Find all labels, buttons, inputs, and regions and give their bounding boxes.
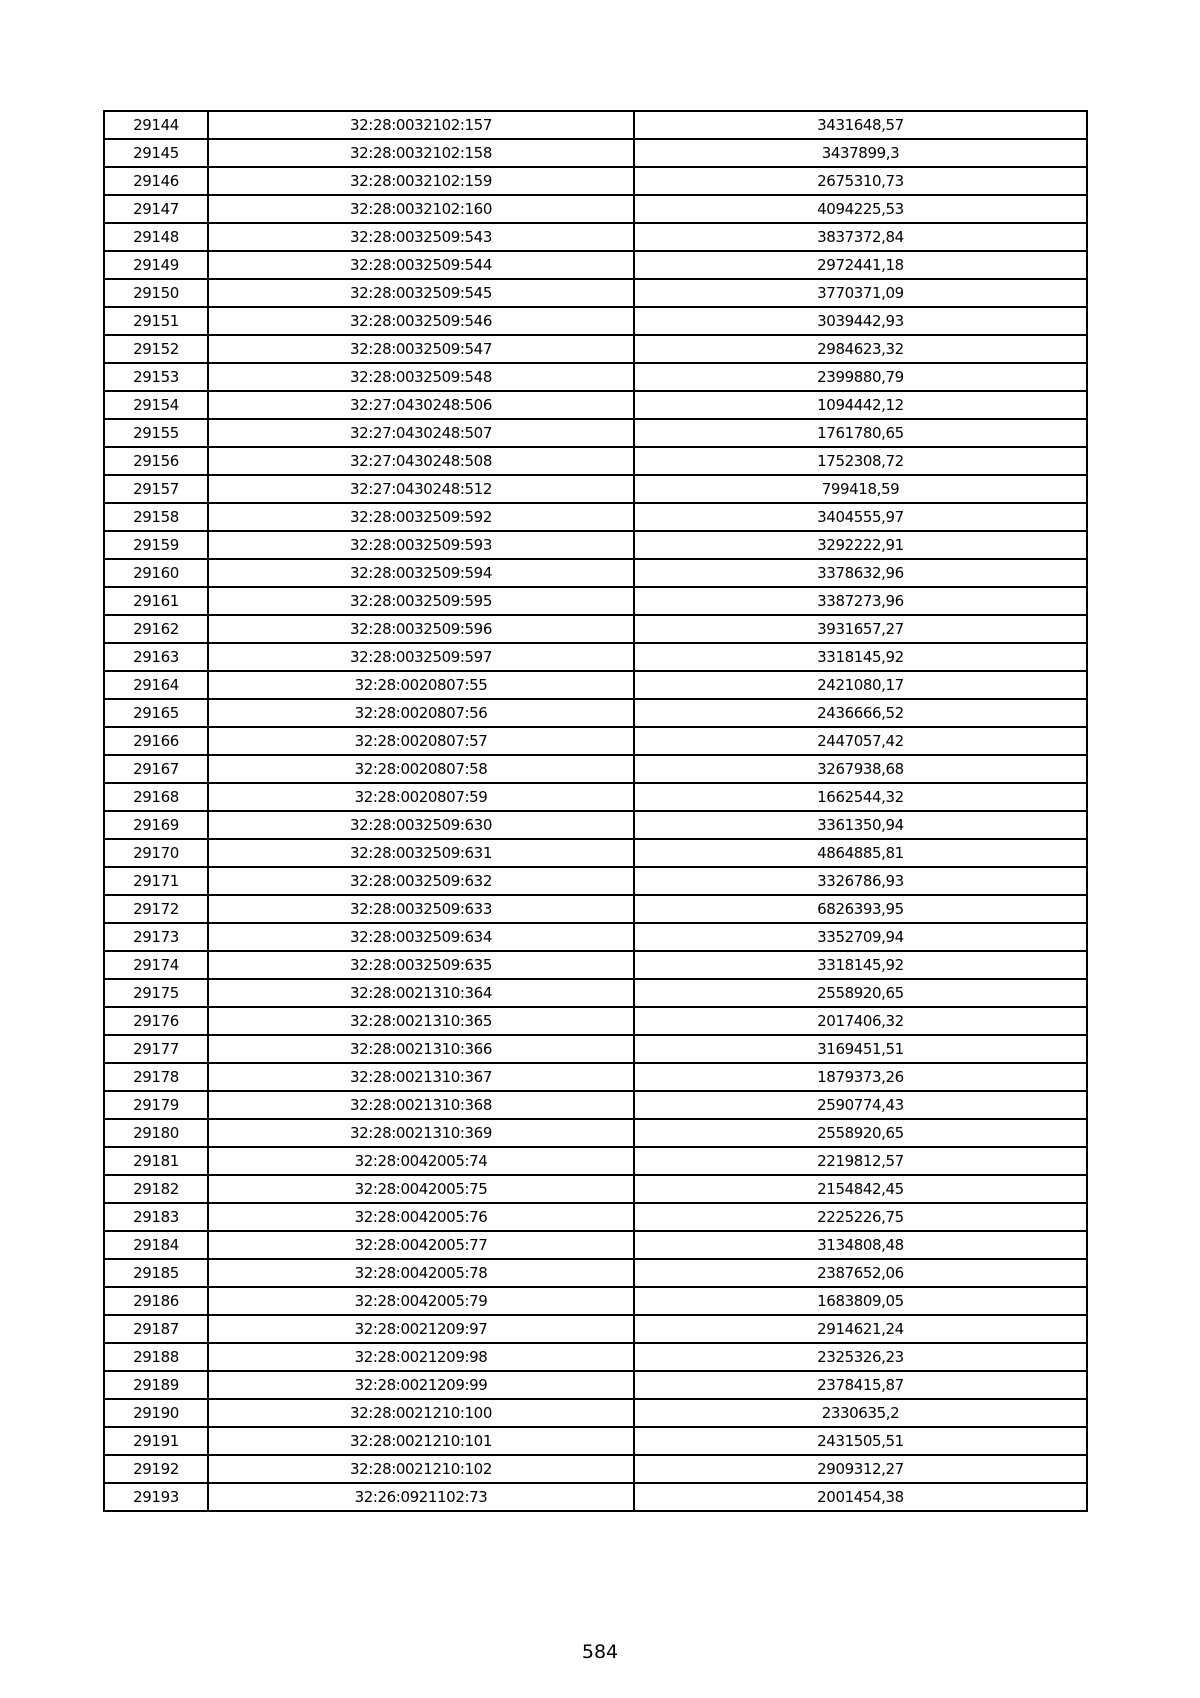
row-number-cell: 29187 <box>104 1315 208 1343</box>
value-cell: 2225226,75 <box>634 1203 1087 1231</box>
row-number-cell: 29156 <box>104 447 208 475</box>
row-number-cell: 29190 <box>104 1399 208 1427</box>
row-number-cell: 29191 <box>104 1427 208 1455</box>
cadastral-number-cell: 32:28:0032102:158 <box>208 139 634 167</box>
table-row <box>104 1007 1087 1035</box>
cadastral-number-cell: 32:28:0020807:56 <box>208 699 634 727</box>
cadastral-number-cell: 32:28:0032509:547 <box>208 335 634 363</box>
value-cell: 2154842,45 <box>634 1175 1087 1203</box>
row-number-cell: 29155 <box>104 419 208 447</box>
row-number-cell: 29184 <box>104 1231 208 1259</box>
cadastral-number-cell: 32:28:0021310:368 <box>208 1091 634 1119</box>
row-number-cell: 29193 <box>104 1483 208 1511</box>
row-number-cell: 29151 <box>104 307 208 335</box>
table-row <box>104 1287 1087 1315</box>
value-cell: 1094442,12 <box>634 391 1087 419</box>
row-number-cell: 29171 <box>104 867 208 895</box>
cadastral-number-cell: 32:28:0021209:98 <box>208 1343 634 1371</box>
cadastral-number-cell: 32:28:0032509:593 <box>208 531 634 559</box>
table-row <box>104 1091 1087 1119</box>
row-number-cell: 29165 <box>104 699 208 727</box>
value-cell: 4864885,81 <box>634 839 1087 867</box>
cadastral-number-cell: 32:28:0032102:157 <box>208 111 634 139</box>
row-number-cell: 29150 <box>104 279 208 307</box>
cadastral-number-cell: 32:28:0032509:597 <box>208 643 634 671</box>
value-cell: 2972441,18 <box>634 251 1087 279</box>
row-number-cell: 29181 <box>104 1147 208 1175</box>
table-row <box>104 363 1087 391</box>
cadastral-number-cell: 32:28:0020807:59 <box>208 783 634 811</box>
table-row <box>104 1231 1087 1259</box>
cadastral-number-cell: 32:28:0032102:159 <box>208 167 634 195</box>
value-cell: 3292222,91 <box>634 531 1087 559</box>
table-row <box>104 335 1087 363</box>
cadastral-number-cell: 32:28:0032509:595 <box>208 587 634 615</box>
cadastral-number-cell: 32:28:0032509:543 <box>208 223 634 251</box>
cadastral-number-cell: 32:28:0032509:635 <box>208 951 634 979</box>
value-cell: 2431505,51 <box>634 1427 1087 1455</box>
value-cell: 3318145,92 <box>634 951 1087 979</box>
cadastral-number-cell: 32:28:0032509:633 <box>208 895 634 923</box>
value-cell: 6826393,95 <box>634 895 1087 923</box>
row-number-cell: 29175 <box>104 979 208 1007</box>
cadastral-number-cell: 32:28:0021310:369 <box>208 1119 634 1147</box>
cadastral-number-cell: 32:28:0042005:76 <box>208 1203 634 1231</box>
row-number-cell: 29173 <box>104 923 208 951</box>
value-cell: 2219812,57 <box>634 1147 1087 1175</box>
row-number-cell: 29185 <box>104 1259 208 1287</box>
value-cell: 2558920,65 <box>634 1119 1087 1147</box>
value-cell: 2387652,06 <box>634 1259 1087 1287</box>
row-number-cell: 29192 <box>104 1455 208 1483</box>
row-number-cell: 29154 <box>104 391 208 419</box>
cadastral-number-cell: 32:28:0042005:74 <box>208 1147 634 1175</box>
cadastral-number-cell: 32:28:0032509:631 <box>208 839 634 867</box>
table-row <box>104 1175 1087 1203</box>
value-cell: 3169451,51 <box>634 1035 1087 1063</box>
cadastral-number-cell: 32:28:0020807:57 <box>208 727 634 755</box>
row-number-cell: 29179 <box>104 1091 208 1119</box>
cadastral-number-cell: 32:28:0021310:364 <box>208 979 634 1007</box>
value-cell: 3378632,96 <box>634 559 1087 587</box>
table-row <box>104 223 1087 251</box>
value-cell: 2421080,17 <box>634 671 1087 699</box>
value-cell: 1683809,05 <box>634 1287 1087 1315</box>
cadastral-number-cell: 32:28:0032509:544 <box>208 251 634 279</box>
table-row <box>104 979 1087 1007</box>
table-row <box>104 111 1087 139</box>
table-row <box>104 195 1087 223</box>
value-cell: 3387273,96 <box>634 587 1087 615</box>
row-number-cell: 29149 <box>104 251 208 279</box>
row-number-cell: 29188 <box>104 1343 208 1371</box>
row-number-cell: 29178 <box>104 1063 208 1091</box>
row-number-cell: 29186 <box>104 1287 208 1315</box>
cadastral-number-cell: 32:28:0032509:545 <box>208 279 634 307</box>
table-row <box>104 783 1087 811</box>
row-number-cell: 29163 <box>104 643 208 671</box>
table-row <box>104 1455 1087 1483</box>
row-number-cell: 29153 <box>104 363 208 391</box>
value-cell: 1879373,26 <box>634 1063 1087 1091</box>
value-cell: 2909312,27 <box>634 1455 1087 1483</box>
cadastral-number-cell: 32:28:0021210:100 <box>208 1399 634 1427</box>
value-cell: 3039442,93 <box>634 307 1087 335</box>
row-number-cell: 29174 <box>104 951 208 979</box>
cadastral-number-cell: 32:28:0042005:75 <box>208 1175 634 1203</box>
row-number-cell: 29157 <box>104 475 208 503</box>
cadastral-number-cell: 32:28:0021310:367 <box>208 1063 634 1091</box>
cadastral-value-table <box>103 110 1088 1512</box>
table-row <box>104 1119 1087 1147</box>
row-number-cell: 29170 <box>104 839 208 867</box>
value-cell: 2017406,32 <box>634 1007 1087 1035</box>
cadastral-number-cell: 32:28:0032509:546 <box>208 307 634 335</box>
row-number-cell: 29160 <box>104 559 208 587</box>
row-number-cell: 29182 <box>104 1175 208 1203</box>
row-number-cell: 29161 <box>104 587 208 615</box>
table-row <box>104 1399 1087 1427</box>
value-cell: 799418,59 <box>634 475 1087 503</box>
value-cell: 2590774,43 <box>634 1091 1087 1119</box>
row-number-cell: 29146 <box>104 167 208 195</box>
value-cell: 3352709,94 <box>634 923 1087 951</box>
cadastral-number-cell: 32:28:0032509:596 <box>208 615 634 643</box>
value-cell: 1662544,32 <box>634 783 1087 811</box>
cadastral-number-cell: 32:28:0032509:594 <box>208 559 634 587</box>
value-cell: 3318145,92 <box>634 643 1087 671</box>
row-number-cell: 29145 <box>104 139 208 167</box>
cadastral-number-cell: 32:28:0032509:592 <box>208 503 634 531</box>
cadastral-number-cell: 32:27:0430248:507 <box>208 419 634 447</box>
table-row <box>104 139 1087 167</box>
cadastral-number-cell: 32:28:0042005:77 <box>208 1231 634 1259</box>
cadastral-number-cell: 32:26:0921102:73 <box>208 1483 634 1511</box>
table-row <box>104 727 1087 755</box>
table-row <box>104 587 1087 615</box>
table-row <box>104 951 1087 979</box>
table-row <box>104 531 1087 559</box>
cadastral-number-cell: 32:28:0020807:55 <box>208 671 634 699</box>
table-row <box>104 503 1087 531</box>
value-cell: 2399880,79 <box>634 363 1087 391</box>
table-row <box>104 615 1087 643</box>
row-number-cell: 29152 <box>104 335 208 363</box>
row-number-cell: 29164 <box>104 671 208 699</box>
table-row <box>104 923 1087 951</box>
cadastral-number-cell: 32:28:0021209:99 <box>208 1371 634 1399</box>
page-number: 584 <box>581 1641 619 1663</box>
cadastral-number-cell: 32:28:0032102:160 <box>208 195 634 223</box>
row-number-cell: 29148 <box>104 223 208 251</box>
cadastral-number-cell: 32:28:0032509:630 <box>208 811 634 839</box>
table-row <box>104 419 1087 447</box>
table-row <box>104 699 1087 727</box>
row-number-cell: 29159 <box>104 531 208 559</box>
cadastral-number-cell: 32:28:0042005:78 <box>208 1259 634 1287</box>
cadastral-number-cell: 32:28:0021210:101 <box>208 1427 634 1455</box>
value-cell: 2558920,65 <box>634 979 1087 1007</box>
row-number-cell: 29166 <box>104 727 208 755</box>
row-number-cell: 29177 <box>104 1035 208 1063</box>
table-body <box>104 111 1087 1511</box>
value-cell: 3326786,93 <box>634 867 1087 895</box>
row-number-cell: 29189 <box>104 1371 208 1399</box>
table-row <box>104 279 1087 307</box>
table-row <box>104 307 1087 335</box>
row-number-cell: 29162 <box>104 615 208 643</box>
cadastral-number-cell: 32:27:0430248:512 <box>208 475 634 503</box>
table-row <box>104 475 1087 503</box>
value-cell: 2447057,42 <box>634 727 1087 755</box>
row-number-cell: 29172 <box>104 895 208 923</box>
value-cell: 3837372,84 <box>634 223 1087 251</box>
value-cell: 1761780,65 <box>634 419 1087 447</box>
cadastral-number-cell: 32:27:0430248:508 <box>208 447 634 475</box>
table-row <box>104 1035 1087 1063</box>
row-number-cell: 29167 <box>104 755 208 783</box>
value-cell: 3134808,48 <box>634 1231 1087 1259</box>
row-number-cell: 29158 <box>104 503 208 531</box>
table-row <box>104 559 1087 587</box>
value-cell: 3770371,09 <box>634 279 1087 307</box>
value-cell: 3361350,94 <box>634 811 1087 839</box>
cadastral-number-cell: 32:28:0021310:366 <box>208 1035 634 1063</box>
cadastral-number-cell: 32:28:0032509:632 <box>208 867 634 895</box>
value-cell: 2914621,24 <box>634 1315 1087 1343</box>
table-row <box>104 1371 1087 1399</box>
cadastral-number-cell: 32:28:0020807:58 <box>208 755 634 783</box>
table-row <box>104 867 1087 895</box>
value-cell: 2330635,2 <box>634 1399 1087 1427</box>
value-cell: 3431648,57 <box>634 111 1087 139</box>
table-row <box>104 1343 1087 1371</box>
value-cell: 3404555,97 <box>634 503 1087 531</box>
row-number-cell: 29169 <box>104 811 208 839</box>
value-cell: 3267938,68 <box>634 755 1087 783</box>
table-row <box>104 671 1087 699</box>
table-row <box>104 755 1087 783</box>
table-row <box>104 1259 1087 1287</box>
row-number-cell: 29183 <box>104 1203 208 1231</box>
row-number-cell: 29180 <box>104 1119 208 1147</box>
cadastral-number-cell: 32:28:0021310:365 <box>208 1007 634 1035</box>
value-cell: 4094225,53 <box>634 195 1087 223</box>
value-cell: 2325326,23 <box>634 1343 1087 1371</box>
table-row <box>104 1063 1087 1091</box>
value-cell: 2675310,73 <box>634 167 1087 195</box>
value-cell: 3437899,3 <box>634 139 1087 167</box>
value-cell: 1752308,72 <box>634 447 1087 475</box>
row-number-cell: 29176 <box>104 1007 208 1035</box>
table-row <box>104 811 1087 839</box>
cadastral-number-cell: 32:28:0021209:97 <box>208 1315 634 1343</box>
value-cell: 2436666,52 <box>634 699 1087 727</box>
value-cell: 3931657,27 <box>634 615 1087 643</box>
table-row <box>104 1483 1087 1511</box>
table-row <box>104 1427 1087 1455</box>
cadastral-number-cell: 32:28:0032509:548 <box>208 363 634 391</box>
table-row <box>104 1147 1087 1175</box>
cadastral-number-cell: 32:27:0430248:506 <box>208 391 634 419</box>
value-cell: 2001454,38 <box>634 1483 1087 1511</box>
cadastral-number-cell: 32:28:0032509:634 <box>208 923 634 951</box>
row-number-cell: 29147 <box>104 195 208 223</box>
table-row <box>104 895 1087 923</box>
cadastral-number-cell: 32:28:0021210:102 <box>208 1455 634 1483</box>
row-number-cell: 29168 <box>104 783 208 811</box>
value-cell: 2378415,87 <box>634 1371 1087 1399</box>
row-number-cell: 29144 <box>104 111 208 139</box>
value-cell: 2984623,32 <box>634 335 1087 363</box>
table-row <box>104 167 1087 195</box>
table-row <box>104 643 1087 671</box>
table-row <box>104 251 1087 279</box>
table-row <box>104 1315 1087 1343</box>
cadastral-number-cell: 32:28:0042005:79 <box>208 1287 634 1315</box>
table-row <box>104 839 1087 867</box>
table-row <box>104 391 1087 419</box>
table-row <box>104 1203 1087 1231</box>
table-row <box>104 447 1087 475</box>
